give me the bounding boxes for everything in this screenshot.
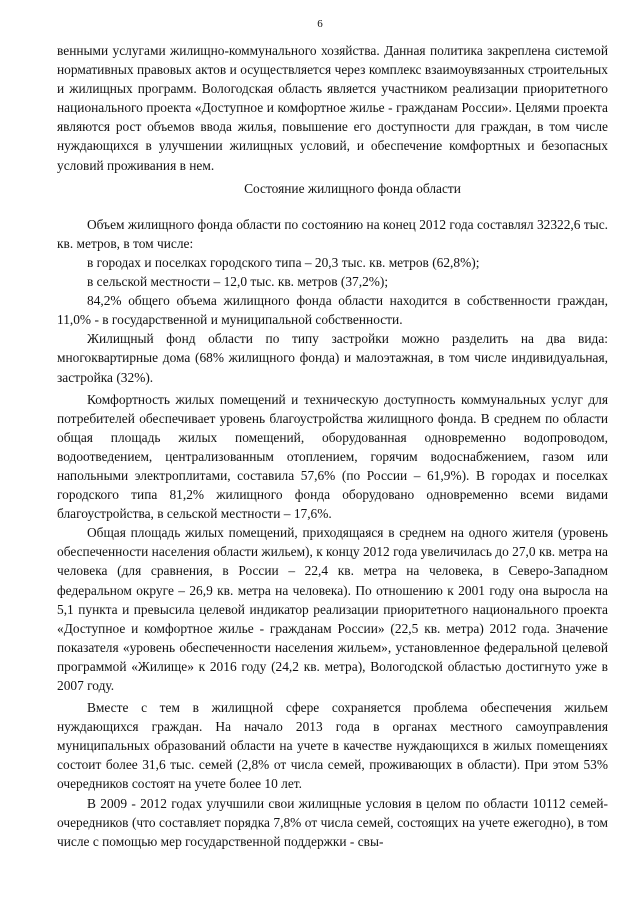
list-item-cities: в городах и поселках городского типа – 20,3 тыс. кв. метров (62,8%);	[87, 254, 480, 270]
paragraph-living-area: Общая площадь жилых помещений, приходящаяся в среднем на одного жителя (уровень обеспеченности населения области жильем), к концу 2012 года увеличилась до 27,0 кв. метра на человека (для сравнения, в России – 22,4 кв. метра на человека, в Северо-Западном федеральном округе – 26,9 кв. метра на человека). По отношению к 2001 году она выросла на 5,1 пункта и превысила целевой индикатор реализации приоритетного национального проекта «Доступное и комфортное жилье - гражданам России» (22,5 кв. метра) 2012 года. Значение показателя «уровень обеспеченности населения жильем», установленное федеральной целевой программой «Жилище» к 2016 году (24,2 кв. метра), Вологодской областью достигнуто уже в 2007 году.	[57, 525, 608, 693]
paragraph-housing-problem: Вместе с тем в жилищной сфере сохраняется проблема обеспечения жильем нуждающихся граждан. На начало 2013 года в органах местного самоуправления муниципальных образований области на учете в качестве нуждающихся в жилых помещениях состоит более 31,6 тыс. семей (2,8% от числа семей, проживающих в области). При этом 53% очередников состоят на учете более 10 лет.	[57, 700, 608, 792]
paragraph-fund-volume: Объем жилищного фонда области по состоянию на конец 2012 года составлял 32322,6 тыс. кв. метров, в том числе:	[57, 216, 608, 251]
page-number: 6	[317, 18, 323, 30]
paragraph-improvements: В 2009 - 2012 годах улучшили свои жилищные условия в целом по области 10112 семей-очередников (что составляет порядка 7,8% от числа семей, состоящих на учете ежегодно), в том числе с помощью мер государственной поддержки - свы-	[57, 795, 608, 849]
section-heading: Состояние жилищного фонда области	[244, 180, 461, 196]
paragraph-building-types: Жилищный фонд области по типу застройки можно разделить на два вида: многоквартирные дома (68% жилищного фонда) и малоэтажная, в том числе индивидуальная, застройка (32%).	[57, 331, 608, 385]
paragraph-ownership: 84,2% общего объема жилищного фонда области находится в собственности граждан, 11,0% - в государственной и муниципальной собственности.	[57, 293, 608, 328]
paragraph-policy: венными услугами жилищно-коммунального хозяйства. Данная политика закреплена системой нормативных правовых актов и осуществляется через комплекс взаимоувязанных строительных и жилищных программ. Вологодская область является участником реализации приоритетного национального проекта «Доступное и комфортное жилье - гражданам России». Целями проекта являются рост объемов ввода жилья, повышение его доступности для граждан, в том числе нуждающихся в улучшении жилищных условий, и обеспечение комфортных и безопасных условий проживания в нем.	[57, 43, 608, 173]
paragraph-comfort: Комфортность жилых помещений и техническую доступность коммунальных услуг для потребителей обеспечивает уровень благоустройства жилищного фонда. В среднем по области общая площадь жилых помещений, оборудованная одновременно водопроводом, водоотведением, централизованным отоплением, горячим водоснабжением, газом или напольными электроплитами, составила 57,6% (по России – 61,9%). В городах и поселках городского типа 81,2% жилищного фонда оборудовано одновременно всеми видами благоустройства, в сельской местности – 17,6%.	[57, 391, 608, 522]
document-body	[57, 41, 608, 851]
list-item-rural: в сельской местности – 12,0 тыс. кв. метров (37,2%);	[87, 274, 389, 290]
